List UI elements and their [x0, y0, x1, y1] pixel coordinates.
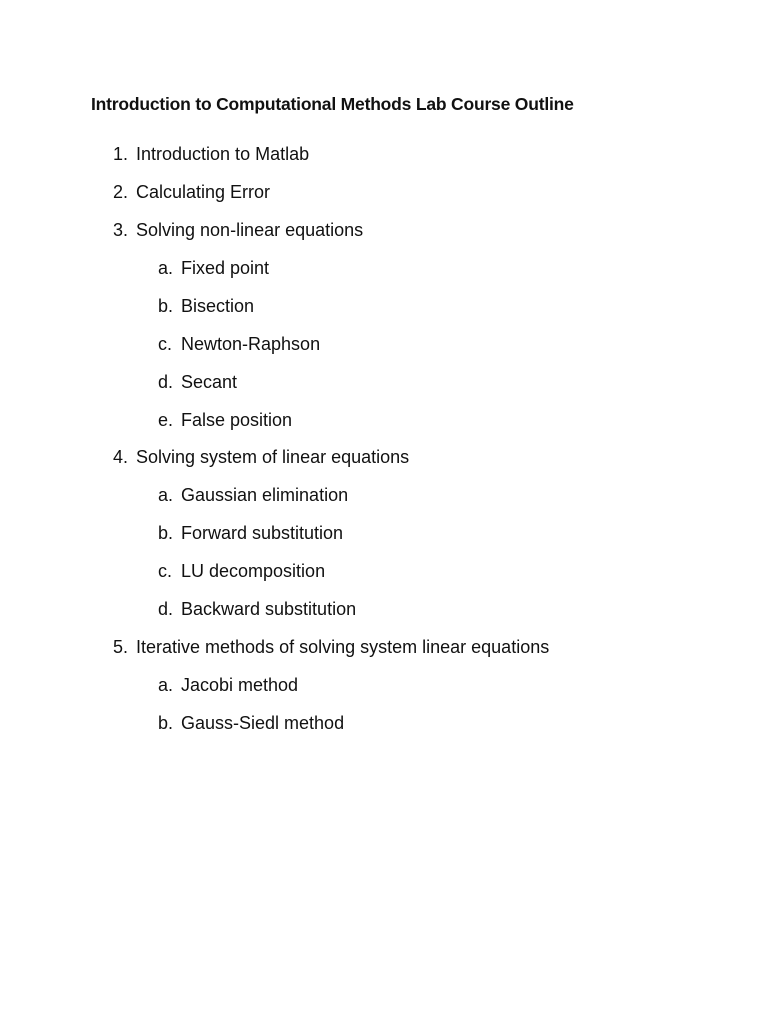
- item-number: 1.: [113, 144, 129, 164]
- subitem-text: False position: [181, 410, 293, 430]
- subitem-text: LU decomposition: [181, 561, 326, 581]
- subitem-text: Bisection: [181, 296, 255, 316]
- item-number: 2.: [113, 182, 129, 202]
- item-number: 3.: [113, 220, 129, 240]
- document-title: Introduction to Computational Methods Lab Course Outline: [91, 94, 574, 114]
- item-text: Calculating Error: [136, 182, 271, 202]
- subitem-letter: a.: [158, 675, 174, 695]
- subitem-letter: e.: [158, 410, 174, 430]
- subitem-letter: c.: [158, 334, 173, 354]
- item-text: Introduction to Matlab: [136, 144, 310, 164]
- item-text: Solving non-linear equations: [136, 220, 364, 240]
- item-number: 5.: [113, 637, 129, 657]
- item-number: 4.: [113, 447, 129, 467]
- subitem-letter: d.: [158, 599, 174, 619]
- subitem-letter: d.: [158, 372, 174, 392]
- item-text: Iterative methods of solving system linear equations: [136, 637, 550, 657]
- subitem-letter: a.: [158, 485, 174, 505]
- subitem-text: Jacobi method: [181, 675, 299, 695]
- subitem-text: Gaussian elimination: [181, 485, 349, 505]
- item-text: Solving system of linear equations: [136, 447, 410, 467]
- subitem-text: Forward substitution: [181, 523, 344, 543]
- subitem-text: Backward substitution: [181, 599, 357, 619]
- subitem-text: Fixed point: [181, 258, 270, 278]
- subitem-letter: a.: [158, 258, 174, 278]
- subitem-text: Newton-Raphson: [181, 334, 321, 354]
- subitem-letter: c.: [158, 561, 173, 581]
- subitem-letter: b.: [158, 523, 174, 543]
- subitem-letter: b.: [158, 296, 174, 316]
- subitem-text: Secant: [181, 372, 238, 392]
- subitem-text: Gauss-Siedl method: [181, 713, 345, 733]
- subitem-letter: b.: [158, 713, 174, 733]
